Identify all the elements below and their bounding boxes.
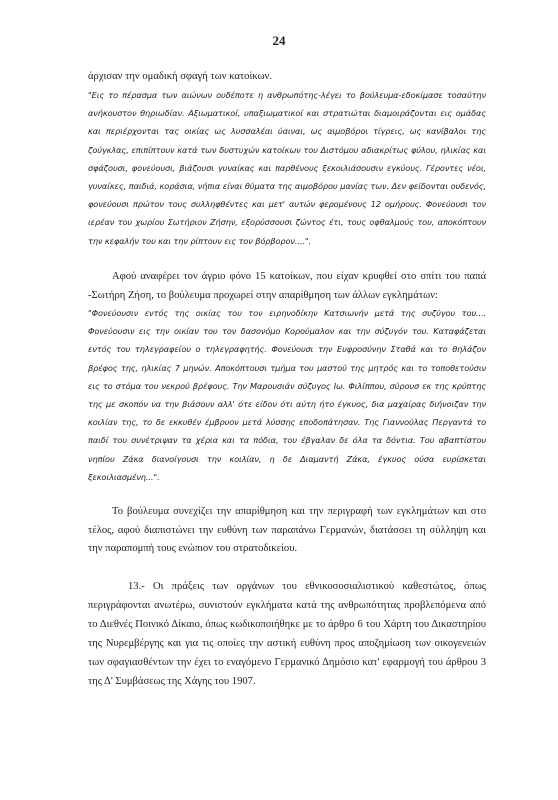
item-13-text: 13.- Οι πράξεις των οργάνων του εθνικοσοσιαλιστικού καθεστώτος, όπως περιγράφονται ανωτέρω, συνιστούν εγκλήματα κατά της ανθρωπότητας προβλεπόμενα από το Διεθνές Ποινικό Δίκαιο, όπως κωδικοποιήθηκε με το άρθρο 6 του Χάρτη του Δικαστηρίου της Νυρεμβέργης και για τις οποίες την αστική ευθύνη προς αποζημίωση των οικογενειών των σφαγιασθέντων την έχει το εναγόμενο Γερμανικό Δημόσιο κατ' εφαρμογή του άρθρου 3 της Δ' Συμβάσεως της Χάγης του 1907. (88, 581, 486, 687)
paragraph-after-quote-1: Αφού αναφέρει τον άγριο φόνο 15 κατοίκων, που είχαν κρυφθεί στο σπίτι του παπά -Σωτήρη Ζήση, το βούλευμα προχωρεί στην απαρίθμηση των άλλων εγκλημάτων: (88, 271, 486, 301)
quote-paragraph-1: "Εις το πέρασμα των αιώνων ουδέποτε η ανθρωπότης-λέγει το βούλευμα-εδοκίμασε τοσαύτην ανήκουστον θηριωδίαν. Αξιωματικοί, υπαξιωματικοί και στρατιώται διαμοιράζονται εις ομάδας και περιέρχονται τας οικίας ως λυσσαλέαι ύαιναι, ως αιμοβόροι τίγρεις, ως κανίβαλοι της ζούγκλας, επιπίπτουν κατά των δυστυχών κατοίκων του Διστόμου αδιακρίτως φύλου, ηλικίας και σφάζουσι, φονεύουσι, βιάζουσι γυναίκας και παρθένους ξεκοιλιάσουσιν εγκύους. Γέροντες νέοι, γυναίκες, παιδιά, κοράσια, νήπια είναι θύματα της αιμοβόρου μανίας των. Δεν φείδονται ουδενός, φονεύουσι πρώτον τους συλληφθέντες και μετ' αυτών φερομένους 12 ομήρους. Φονεύουσι τον ιερέαν του χωρίου Σωτήριον Ζήσην, εξορύσσουσι ζώντος έτι, τους οφθαλμούς του, αποκόπτουν την κεφαλήν του και την ρίπτουν εις τον βόρβορον....". (88, 90, 486, 246)
item-13-paragraph (88, 577, 486, 691)
paragraph-after-quote-2: Το βούλευμα συνεχίζει την απαρίθμηση και την περιγραφή των εγκλημάτων και στο τέλος, αφού διαπιστώνει την ευθύνη των παραπάνω Γερμανών, διατάσσει τη σύλληψη και την παραπομπή τους ενώπιον του στρατοδικείου. (88, 506, 486, 554)
quote-paragraph-2: "Φονεύουσιν εντός της οικίας του τον ειρηνοδίκην Κατσιωνήν μετά της συζύγου του.... Φονεύουσιν εις την οικίαν του τον δασονόμο Κορούμαλον και την σύζυγόν του. Καταφάζεται εντός του τηλεγραφείου ο τηλεγραφητής. Φονεύουσι την Ευφροσύνην Σταθά και το θηλάζον βρέφος της, ηλικίας 7 μηνών. Αποκόπτουσι τμήμα του μαστού της μητρός και το τοποθετούσιν εις το στόμα του νεκρού βρέφους. Την Μαρουσιάν σύζυγος Ιω. Φιλίππου, σύρουσ εκ της κρύπτης της με σκοπόν να την βιάσουν αλλ' ότε είδον ότι αύτη ήτο έγκυος, δια μαχαίρας διήνοιζαν την κοιλίαν της, το δε εκκυθέν έμβρυον μετά λύσσης εποδοπάτησαν. Της Γιαννούλας Περγαντά το παιδί του συνέτριψαν τα χέρια και τα πόδια, του έβγαλαν δε όλα τα δόντια. Του αβαπτίστου νηπίου Ζάκα διανοίγουσι την κοιλίαν, η δε Διαμαντή Ζάκα, έγκυος ούσα ευρίσκεται ξεκοιλιασμένη...". (88, 308, 486, 482)
intro-paragraph: άρχισαν την ομαδική σφαγή των κατοίκων. (88, 71, 272, 82)
page-number: 24 (272, 33, 286, 48)
